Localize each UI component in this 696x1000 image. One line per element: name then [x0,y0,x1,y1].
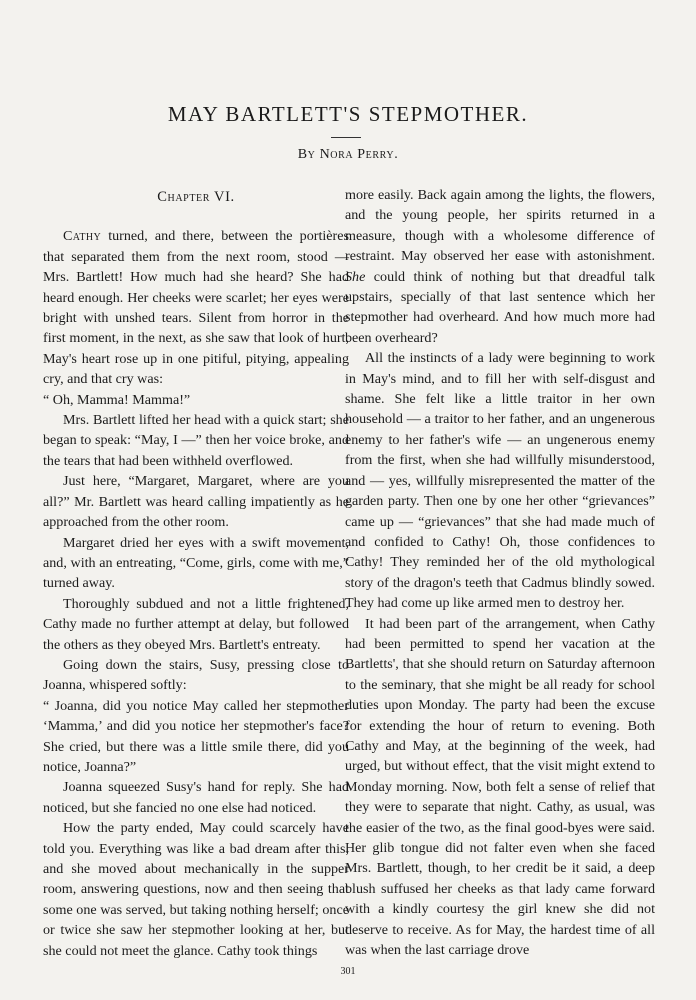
paragraph: Thoroughly subdued and not a little frightened, Cathy made no further attempt at delay, but followed the others as they obeyed Mrs. Bartlett's entreaty. [43,595,349,653]
paragraph: All the instincts of a lady were beginning to work in May's mind, and to fill her with self-disgust and shame. She felt like a little traitor in her own household — a traitor to her father, and an ungenerous enemy to her father's wife — an ungenerous enemy from the first, when she had willfully misunderstood, and — yes, willfully misrepresented the matter of the garden party. Then one by one her other “grievances” came up — “grievances” that she had made much of and confided to Cathy! Oh, those confidences to Cathy! They reminded her of the old mythological story of the dragon's teeth that Cadmus blindly sowed. They had come up like armed men to destroy her. [345,350,655,612]
article-title: MAY BARTLETT'S STEPMOTHER. [167,102,529,126]
paragraph: Going down the stairs, Susy, pressing close to Joanna, whispered softly: [43,656,349,694]
right-column [345,185,655,960]
byline: By Nora Perry. [297,147,399,162]
paragraph-text: more easily. Back again among the lights, the flowers, and the young people, her spirits returned in a measure, though with a wholesome difference of restraint. May observed her ease with astonishment. [345,187,655,265]
paragraph: Mrs. Bartlett lifted her head with a quick start; she began to speak: “May, I —” then her voice broke, and the tears that had been withheld overflowed. [43,412,349,469]
paragraph: How the party ended, May could scarcely have told you. Everything was like a bad dream after this, and she moved about mechanically in the supper room, answering questions, now and then seeing that some one was served, but taking nothing herself; once or twice she saw her stepmother looking at her, but she could not meet the glance. Cathy took things [43,820,349,959]
paragraph-text: turned, and there, between the portières that separated them from the next room, stood — Mrs. Bartlett! How much had she heard? She had heard enough. Her cheeks were scarlet; her eyes were bright with unshed tears. Silent from horror in the first moment, in the next, as she saw that look of hurt, May's heart rose up in one pitiful, pitying, appealing cry, and that cry was: [43,228,349,388]
emphasis: She [345,268,366,285]
lead-word: Cathy [63,228,102,245]
left-column [43,187,349,961]
paragraph: It had been part of the arrangement, when Cathy had been permitted to spend her vacation at the Bartletts', that she should return on Saturday afternoon to the seminary, that she might be all ready for school duties upon Monday. The party had been the excuse for extending the hour of return to evening. Both Cathy and May, at the beginning of the week, had urged, but without effect, that the visit might extend to Monday morning. Now, both felt a sense of relief that they were to separate that night. Cathy, as usual, was the easier of the two, as the final good-byes were said. Her glib tongue did not falter even when she faced Mrs. Bartlett, though, to her credit be it said, a deep blush suffused her cheeks as that lady came forward with a kindly courtesy the girl knew she did not deserve to receive. As for May, the hardest time of all was when the last carriage drove [345,615,655,959]
chapter-heading: Chapter VI. [157,189,235,205]
paragraph [345,185,655,348]
paragraph: Joanna squeezed Susy's hand for reply. She had noticed, but she fancied no one else had noticed. [43,779,349,816]
paragraph: “ Joanna, did you notice May called her stepmother ‘Mamma,’ and did you notice her stepmother's face? She cried, but there was a little smile there, did you notice, Joanna?” [43,697,349,775]
page-number: 301 [340,966,356,977]
paragraph [43,226,349,389]
paragraph-text: could think of nothing but that dreadful talk upstairs, specially of that last sentence which her stepmother had overheard. And how much more had been overheard? [345,268,655,346]
paragraph: Just here, “Margaret, Margaret, where are you all?” Mr. Bartlett was heard calling impatiently as he approached from the other room. [43,473,349,531]
title-divider [331,137,361,138]
paragraph: “ Oh, Mamma! Mamma!” [43,391,191,408]
paragraph: Margaret dried her eyes with a swift movement, and, with an entreating, “Come, girls, come with me,” turned away. [43,534,349,592]
